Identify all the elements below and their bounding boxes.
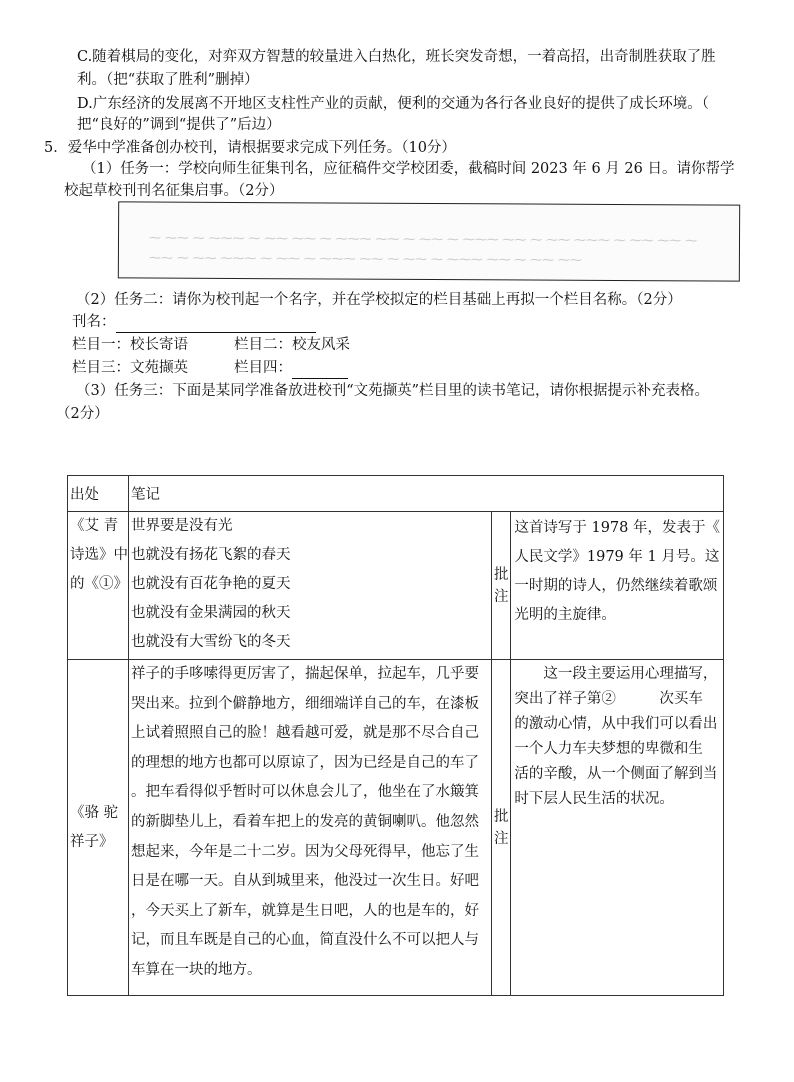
option-d-line2: 把“良好的”调到“提供了”后边）	[77, 117, 281, 133]
table-row	[68, 660, 724, 996]
row1-source-line: 《艾 青	[70, 518, 119, 534]
poem-line: 也就没有扬花飞絮的春天	[131, 547, 291, 563]
text-line: 日是在哪一天。自从到城里来，他没过一次生日。好吧	[131, 873, 479, 890]
poem-line: 也就没有大雪纷飞的冬天	[131, 634, 291, 650]
annotation-line: 突出了祥子第② 次买车	[514, 691, 703, 707]
column-row-1	[72, 334, 350, 356]
column-row-2	[72, 357, 348, 379]
option-c-line1: C.随着棋局的变化，对弈双方智慧的较量进入白热化，班长突发奇想，一着高招，出奇制胜获取了胜	[77, 49, 716, 65]
faint-handwriting-2: ⁓⁓ ⁓ ⁓⁓ ⁓⁓⁓ ⁓ ⁓⁓ ⁓ ⁓⁓⁓ ⁓⁓ ⁓ ⁓⁓ ⁓ ⁓⁓⁓ ⁓⁓ ⁓ ⁓⁓ ⁓⁓	[148, 250, 582, 267]
reading-notes-table	[67, 475, 724, 996]
table-row	[68, 512, 724, 660]
text-line: 上试着照照自己的脸！越看越可爱，就是那不尽合自己	[131, 725, 479, 742]
annotation-line: 的激动心情，从中我们可以看出	[514, 716, 718, 732]
header-source: 出处	[68, 476, 129, 512]
task2-line: （2）任务二：请你为校刊起一个名字，并在学校拟定的栏目基础上再拟一个栏目名称。（2分）	[76, 292, 682, 308]
annotation-line: 人民文学》1979 年 1 月号。这	[514, 549, 720, 565]
annotation-line: 这一段主要运用心理描写，	[514, 666, 718, 682]
annotation-line: 这首诗写于 1978 年，发表于《	[514, 520, 720, 536]
row1-annotation-label: 批 注	[492, 512, 511, 660]
poem-line: 也就没有金果满园的秋天	[131, 605, 291, 621]
column3-label: 栏目三：	[72, 360, 130, 376]
task3-line1: （3）任务三：下面是某同学准备放进校刊“文苑撷英”栏目里的读书笔记，请你根据提示补充表格。	[76, 383, 710, 399]
row2-annotation	[511, 660, 724, 996]
text-line: 记，而且车既是自己的心血，简直没什么不可以把人与	[131, 932, 479, 949]
row2-source-line: 祥子》	[70, 833, 114, 850]
poem-line: 也就没有百花争艳的夏天	[131, 576, 291, 592]
row1-annotation	[511, 512, 724, 660]
column1-value: 校长寄语	[130, 337, 188, 353]
column1-label: 栏目一：	[72, 337, 130, 353]
poem-line: 世界要是没有光	[131, 518, 233, 534]
option-c-line2: 利。（把“获取了胜利”删掉）	[77, 72, 259, 88]
text-line: 想起来，今年是二十二岁。因为父母死得早，他忘了生	[131, 843, 479, 860]
column4-label: 栏目四：	[234, 360, 292, 376]
row1-source-line: 的《①》	[70, 576, 128, 592]
text-line: 车算在一块的地方。	[131, 961, 262, 978]
row1-source-line: 诗选》中	[70, 547, 128, 563]
column3-value: 文苑撷英	[130, 360, 188, 376]
text-line: 哭出来。拉到个僻静地方，细细端详自己的车，在漆板	[131, 695, 479, 712]
column2-label: 栏目二：	[234, 337, 292, 353]
task1-line2: 校起草校刊刊名征集启事。（2分）	[64, 183, 284, 199]
text-line: 的理想的地方也都可以原谅了，因为已经是自己的车了	[131, 754, 479, 771]
faint-handwriting: ⁓ ⁓⁓ ⁓ ⁓⁓⁓ ⁓ ⁓⁓ ⁓⁓ ⁓ ⁓⁓⁓ ⁓⁓ ⁓ ⁓⁓ ⁓ ⁓⁓⁓ ⁓⁓ ⁓ ⁓⁓ ⁓⁓⁓ ⁓ ⁓⁓ ⁓⁓ ⁓	[148, 230, 698, 248]
row1-source	[68, 512, 129, 660]
annotation-line: 一时期的诗人，仍然继续着歌颂	[514, 578, 718, 594]
task3-line2: （2分）	[56, 406, 109, 422]
table-header-row	[68, 476, 724, 512]
text-line: 。把车看得似乎暂时可以休息会儿了，他坐在了水簸箕	[131, 784, 479, 801]
text-line: 祥子的手哆嗦得更厉害了，揣起保单，拉起车，几乎要	[131, 666, 479, 682]
row1-poem	[129, 512, 492, 660]
column2-value: 校友风采	[292, 337, 350, 353]
annotation-line: 活的辛酸，从一个侧面了解到当	[514, 766, 718, 782]
annotation-line: 时下层人民生活的状况。	[514, 791, 674, 807]
task1-answer-box[interactable]	[118, 201, 740, 281]
title-label: 刊名：	[72, 314, 116, 330]
journal-title-row	[72, 311, 316, 333]
header-notes: 笔记	[129, 476, 724, 512]
question-5-stem: 5．爱华中学准备创办校刊，请根据要求完成下列任务。（10分）	[44, 140, 456, 156]
text-line: 的新脚垫儿上，看着车把上的发亮的黄铜喇叭。他忽然	[131, 813, 479, 830]
row2-source	[68, 660, 129, 996]
task1-line1: （1）任务一：学校向师生征集刊名，应征稿件交学校团委，截稿时间 2023 年 6 月 26 日。请你帮学	[82, 161, 735, 177]
annotation-line: 一个人力车夫梦想的卑微和生	[514, 741, 703, 757]
title-blank[interactable]	[116, 316, 316, 333]
option-d-line1: D.广东经济的发展离不开地区支柱性产业的贡献，便利的交通为各行各业良好的提供了成长环境。（	[77, 96, 709, 112]
column4-blank[interactable]	[292, 362, 348, 379]
annotation-line: 光明的主旋律。	[514, 607, 616, 623]
row2-annotation-label: 批 注	[492, 660, 511, 996]
text-line: ，今天买上了新车，就算是生日吧，人的也是车的，好	[131, 902, 479, 919]
row2-text	[129, 660, 492, 996]
row2-source-line: 《骆 驼	[70, 804, 119, 821]
